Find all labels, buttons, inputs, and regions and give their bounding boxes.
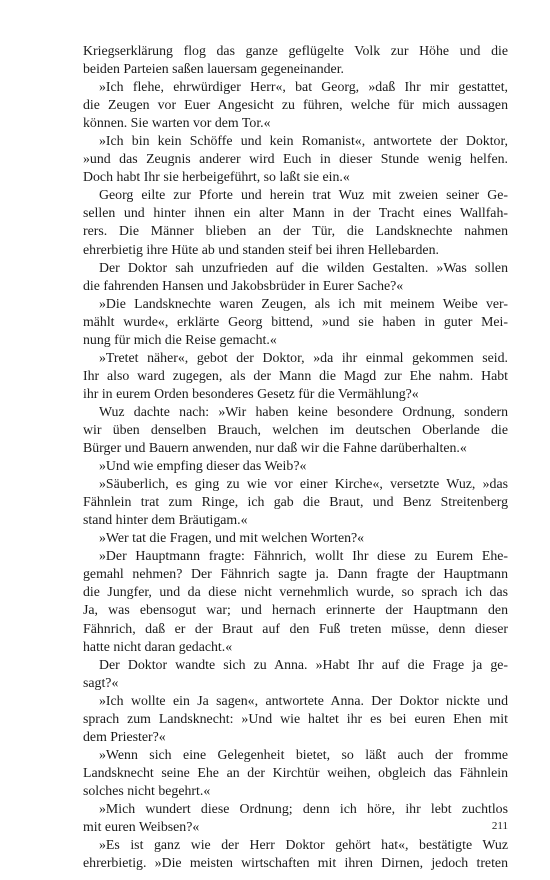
text-line: »Ich flehe, ehrwürdiger Herr«, bat Georg, »daß Ihr mir gestattet, [99, 79, 508, 95]
text-line: Bürger und Bauern anwenden, nur daß wir die Fahne darüberhalten.« [83, 440, 467, 456]
text-line: »Ich bin kein Schöffe und kein Romanist«, antwortete der Doktor, [99, 133, 508, 149]
text-line: ehrerbietig. »Die meisten wirtschaften mit ihren Dirnen, jedoch treten [83, 855, 508, 871]
text-line: wir üben denselben Brauch, welchen im deutschen Oberlande die [83, 421, 508, 437]
text-line: die fahrenden Hansen und Jakobsbrüder in Eurer Sache?« [83, 277, 404, 293]
text-line: sprach zum Landsknecht: »Und wie haltet ihr es bei euren Ehen mit [83, 710, 508, 726]
text-line: Ja, was ebensogut war; und hernach erinnerte der Hauptmann den [83, 602, 508, 618]
text-line: Ihr also ward zugegen, als der Mann die Magd zur Ehe nahm. Habt [83, 367, 508, 383]
text-line: »Säuberlich, es ging zu wie vor einer Kirche«, versetzte Wuz, »das [99, 476, 508, 492]
text-line: »Tretet näher«, gebot der Doktor, »da ihr einmal gekommen seid. [99, 349, 508, 365]
text-line: sagt?« [83, 674, 119, 690]
text-line: nung für mich die Reise gemacht.« [83, 331, 277, 347]
text-line: die Zeugen vor Euer Angesicht zu führen, welche für mich aussagen [83, 97, 508, 113]
text-line: »Mich wundert diese Ordnung; denn ich höre, ihr lebt zuchtlos [99, 800, 508, 816]
text-line: »Der Hauptmann fragte: Fähnrich, wollt Ihr diese zu Eurem Ehe- [99, 548, 508, 564]
text-line: mit euren Weibsen?« [83, 819, 200, 835]
text-line: Landsknecht seine Ehe an der Kirchtür weihen, obgleich das Fähnlein [83, 764, 508, 780]
text-line: solches nicht begehrt.« [83, 782, 211, 798]
text-line: rers. Die Männer blieben an der Tür, die Landsknechte nahmen [83, 223, 508, 239]
text-line: die Jungfer, und da diese nicht vernehmlich wurde, so sprach ich das [83, 584, 508, 600]
text-line: Fähnrich, daß er der Braut auf den Fuß treten müsse, denn dieser [83, 620, 508, 636]
text-line: »Es ist ganz wie der Herr Doktor gehört hat«, bestätigte Wuz [99, 837, 508, 853]
text-line: sellen und hinter ihnen ein alter Mann in der Tracht eines Wallfah- [83, 205, 508, 221]
text-line: mählt wurde«, erklärte Georg bittend, »und sie haben in guter Mei- [83, 313, 508, 329]
text-line: Fähnlein trat zum Ringe, ich gab die Braut, und Benz Streitenberg [83, 494, 508, 510]
text-line: Der Doktor wandte sich zu Anna. »Habt Ihr auf die Frage ja ge- [99, 656, 508, 672]
text-line: hatte nicht daran gedacht.« [83, 638, 233, 654]
text-line: Wuz dachte nach: »Wir haben keine besondere Ordnung, sondern [99, 403, 508, 419]
text-line: »Und wie empfing dieser das Weib?« [99, 458, 307, 474]
text-line: stand hinter dem Bräutigam.« [83, 512, 248, 528]
page-number: 211 [491, 820, 508, 832]
text-line: »Wer tat die Fragen, und mit welchen Worten?« [99, 530, 365, 546]
text-line: »Wenn sich eine Gelegenheit bietet, so läßt auch der fromme [99, 746, 508, 762]
text-line: Georg eilte zur Pforte und herein trat Wuz mit zweien seiner Ge- [99, 187, 508, 203]
text-line: gemahl nehmen? Der Fähnrich sagte ja. Dann fragte der Hauptmann [83, 566, 508, 582]
text-line: »und das Zeugnis anderer wird Euch in dieser Stunde wenig helfen. [83, 151, 508, 167]
text-line: beiden Parteien saßen lauersam gegeneinander. [83, 61, 344, 77]
text-line: »Ich wollte ein Ja sagen«, antwortete Anna. Der Doktor nickte und [99, 692, 508, 708]
body-text [83, 42, 508, 872]
text-line: Doch habt Ihr sie herbeigeführt, so laßt sie ein.« [83, 169, 350, 185]
text-line: ehrerbietig ihre Hüte ab und standen steif bei ihren Hellebarden. [83, 241, 439, 257]
text-line: dem Priester?« [83, 728, 166, 744]
text-line: Kriegserklärung flog das ganze geflügelte Volk zur Höhe und die [83, 43, 508, 58]
text-line: können. Sie warten vor dem Tor.« [83, 115, 271, 131]
text-line: Der Doktor sah unzufrieden auf die wilden Gestalten. »Was sollen [99, 259, 508, 275]
text-line: »Die Landsknechte waren Zeugen, als ich mit meinem Weibe ver- [99, 295, 508, 311]
text-line: ihr in eurem Orden besonderes Gesetz für die Vermählung?« [83, 385, 419, 401]
